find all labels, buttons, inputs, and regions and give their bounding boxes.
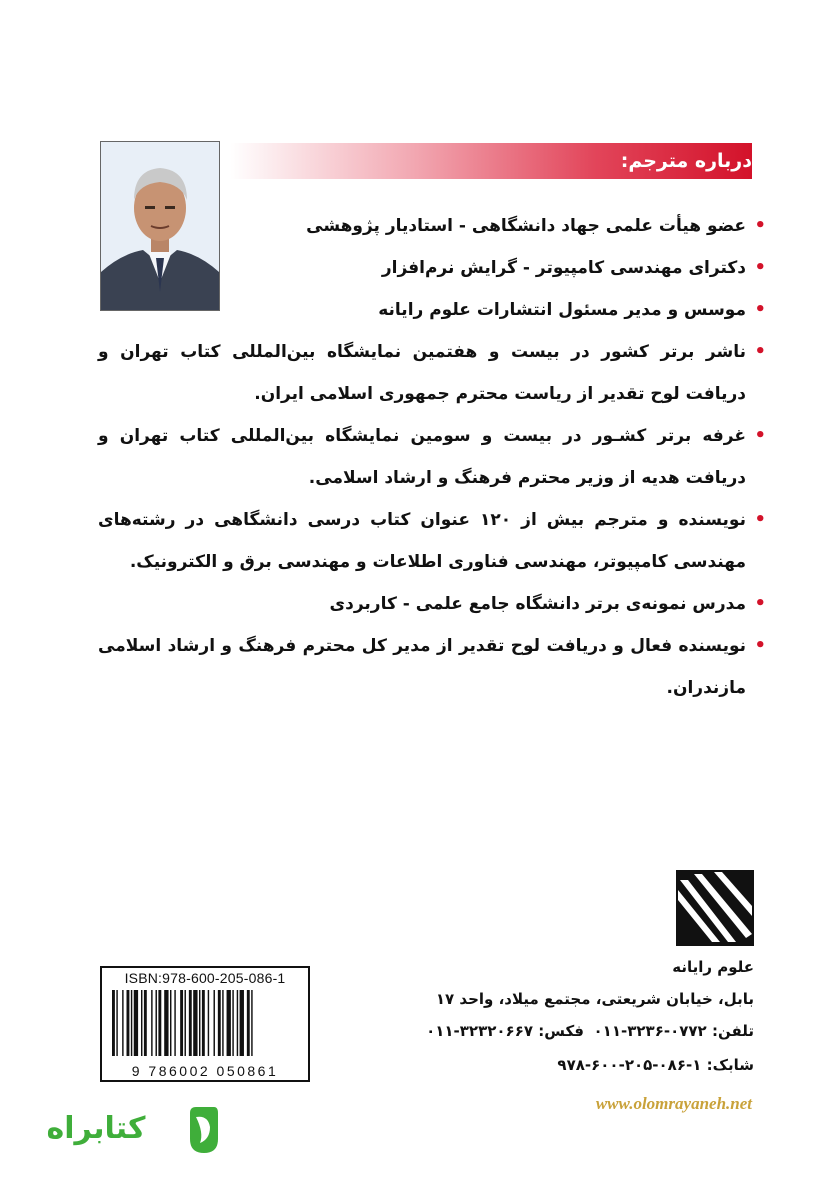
- publisher-website: www.olomrayaneh.net: [595, 1094, 752, 1113]
- list-item: • نویسنده فعال و دریافت لوح تقدیر از مدیر کل محترم فرهنگ و ارشاد اسلامی مازندران.: [98, 625, 768, 709]
- barcode-bar: [151, 990, 152, 1056]
- barcode-bar: [134, 990, 138, 1056]
- barcode-bar: [232, 990, 233, 1056]
- barcode-bar: [208, 990, 209, 1056]
- list-item: • دکترای مهندسی کامپیوتر - گرایش نرم‌افزار: [98, 247, 768, 289]
- barcode-bar: [251, 990, 252, 1056]
- bullet-icon: •: [754, 341, 766, 362]
- barcode-bar: [144, 990, 147, 1056]
- barcode-bar: [112, 990, 115, 1056]
- barcode-bar: [116, 990, 117, 1056]
- bio-list: [98, 205, 768, 709]
- barcode-bar: [156, 990, 157, 1056]
- publisher-address: بابل، خیابان شریعتی، مجتمع میلاد، واحد ۱۷: [435, 990, 754, 1008]
- barcode-bar: [185, 990, 186, 1056]
- publisher-logo-icon: [676, 870, 754, 946]
- barcode-bar: [174, 990, 175, 1056]
- bullet-icon: •: [754, 299, 766, 320]
- list-item: • عضو هیأت علمی جهاد دانشگاهی - استادیار پژوهشی: [98, 205, 768, 247]
- isbn-digits: 9 786002 050861: [131, 1063, 279, 1079]
- list-item: • موسس و مدیر مسئول انتشارات علوم رایانه: [98, 289, 768, 331]
- bullet-icon: •: [754, 509, 766, 530]
- list-item: • غرفه برتر کشـور در بیست و سومین نمایشگاه بین‌المللی کتاب تهران و دریافت هدیه از وزیر محترم فرهنگ و ارشاد اسلامی.: [98, 415, 768, 499]
- bullet-icon: •: [754, 425, 766, 446]
- bullet-icon: •: [754, 593, 766, 614]
- barcode-bar: [247, 990, 250, 1056]
- list-item: • مدرس نمونه‌ی برتر دانشگاه جامع علمی - کاربردی: [98, 583, 768, 625]
- barcode-bar: [122, 990, 123, 1056]
- barcode-bar: [127, 990, 130, 1056]
- isbn-barcode: [100, 966, 310, 1082]
- barcode-bar: [170, 990, 171, 1056]
- publisher-phone: تلفن: ۰۷۷۲-۳۲۳۶-۰۱۱: [593, 1022, 754, 1040]
- barcode-bar: [189, 990, 192, 1056]
- barcode-bar: [202, 990, 205, 1056]
- section-title: درباره مترجم:: [620, 150, 752, 172]
- barcode-bar: [131, 990, 132, 1056]
- store-name: کتابراه: [46, 1111, 146, 1146]
- barcode-bar: [222, 990, 223, 1056]
- barcode-bar: [240, 990, 244, 1056]
- bullet-icon: •: [754, 257, 766, 278]
- publisher-isbn: شابک: ۱-۰۸۶-۲۰۵-۶۰۰-۹۷۸: [557, 1056, 754, 1074]
- barcode-bar: [158, 990, 161, 1056]
- isbn-label: ISBN:978-600-205-086-1: [124, 970, 286, 986]
- barcode-bar: [227, 990, 231, 1056]
- barcode-bar: [180, 990, 183, 1056]
- barcode-bar: [237, 990, 238, 1056]
- publisher-name: علوم رایانه: [672, 958, 754, 976]
- barcode-bar: [214, 990, 215, 1056]
- barcode-bar: [218, 990, 221, 1056]
- list-item: • ناشر برتر کشور در بیست و هفتمین نمایشگاه بین‌المللی کتاب تهران و دریافت لوح تقدیر از ریاست محترم جمهوری اسلامی ایران.: [98, 331, 768, 415]
- barcode-bar: [199, 990, 200, 1056]
- barcode-bar: [164, 990, 168, 1056]
- publisher-fax: فکس: ۳۲۳۲۰۶۶۷-۰۱۱: [426, 1022, 584, 1040]
- barcode-bar: [193, 990, 197, 1056]
- bullet-icon: •: [754, 635, 766, 656]
- barcode-bars: [110, 990, 300, 1056]
- list-item: • نویسنده و مترجم بیش از ۱۲۰ عنوان کتاب درسی دانشگاهی در رشته‌های مهندسی کامپیوتر، مهندسی فناوری اطلاعات و مهندسی برق و الکترونیک.: [98, 499, 768, 583]
- barcode-bar: [141, 990, 142, 1056]
- bullet-icon: •: [754, 215, 766, 236]
